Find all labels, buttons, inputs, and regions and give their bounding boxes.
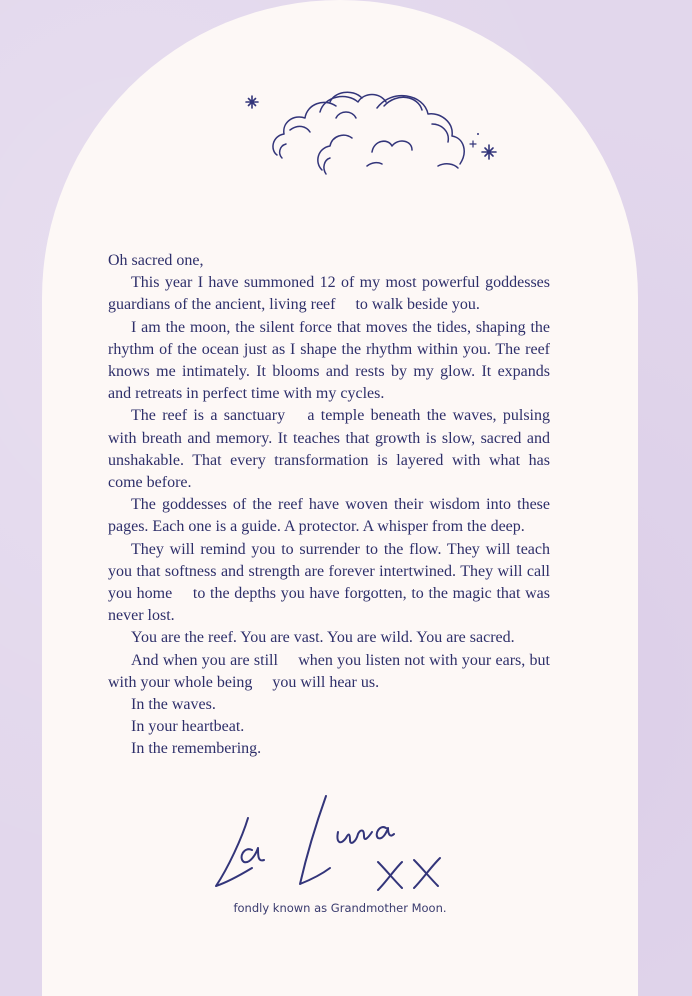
letter-paragraph: In the remembering. <box>131 740 262 758</box>
letter-paragraph: The reef is a sanctuary a temple beneath the waves, pulsing with breath and memory. It teaches that growth is slow, sacred and unshakable. That every transformation is layered with what has come before. <box>108 407 550 492</box>
signature-caption: fondly known as Grandmother Moon. <box>233 901 447 915</box>
sparkle-icon <box>246 96 258 108</box>
letter-paragraph: In your heartbeat. <box>131 718 245 736</box>
letter-paragraph: I am the moon, the silent force that moves the tides, shaping the rhythm of the ocean just as I shape the rhythm within you. The reef knows me intimately. It blooms and rests by my glow. It expands and retreats in perfect time with my cycles. <box>108 318 550 403</box>
letter-paragraph: In the waves. <box>131 696 216 714</box>
letter-paragraph: This year I have summoned 12 of my most powerful goddesses guardians of the ancient, living reef to walk beside you. <box>108 274 550 314</box>
letter-paragraph: The goddesses of the reef have woven their wisdom into these pages. Each one is a guide. A protector. A whisper from the deep. <box>108 496 550 536</box>
letter-paragraph: And when you are still when you listen not with your ears, but with your whole being you will hear us. <box>108 651 550 691</box>
letter-body <box>108 250 550 761</box>
cloud-illustration <box>202 70 502 180</box>
letter-card <box>42 0 638 996</box>
letter-paragraph: They will remind you to surrender to the flow. They will teach you that softness and strength are forever intertwined. They will call you home to the depths you have forgotten, to the magic that was never lost. <box>108 540 550 625</box>
letter-greeting: Oh sacred one, <box>108 252 204 269</box>
sparkle-icon <box>470 141 476 147</box>
letter-paragraph: You are the reef. You are vast. You are wild. You are sacred. <box>131 629 515 647</box>
handwritten-signature <box>208 788 458 892</box>
sparkle-icon <box>482 145 496 159</box>
